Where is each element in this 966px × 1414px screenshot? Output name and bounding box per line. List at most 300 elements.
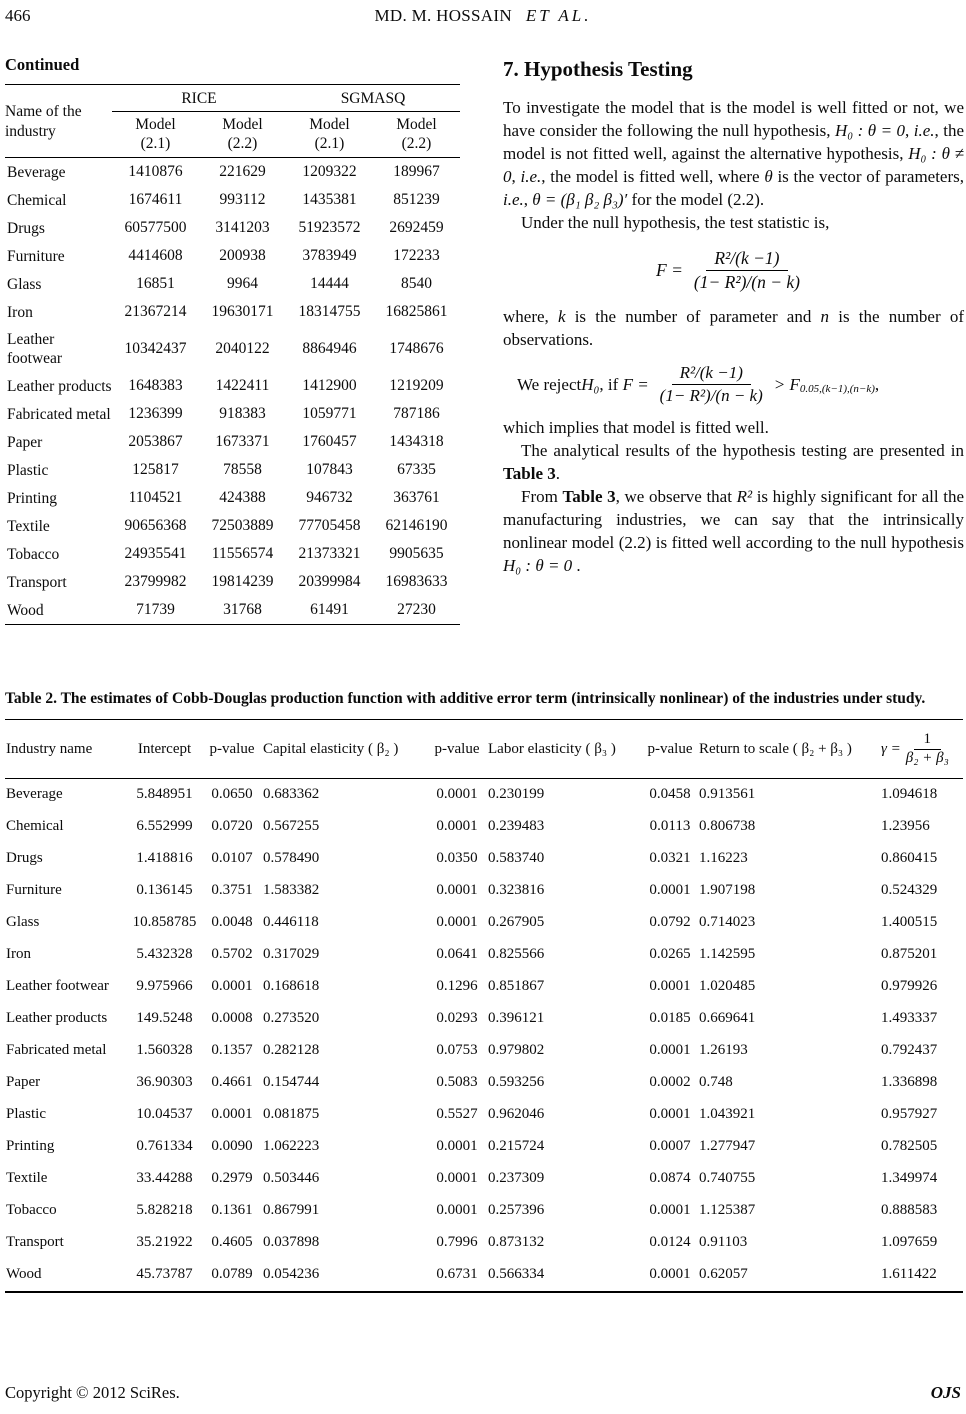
value-cell: 0.1296	[436, 978, 478, 994]
table-row	[5, 214, 460, 242]
table2-section	[5, 688, 963, 1293]
value-cell: 62146190	[385, 517, 448, 534]
value-cell: 0.683362	[263, 786, 320, 802]
industry-name-cell: Tobacco	[7, 545, 60, 563]
value-cell: 851239	[393, 191, 440, 208]
value-cell: 1236399	[128, 405, 183, 422]
value-cell: 0.446118	[263, 914, 319, 930]
value-cell: 125817	[132, 461, 179, 478]
table-row	[5, 811, 963, 843]
value-cell: 0.267905	[488, 914, 545, 930]
table-row	[5, 186, 460, 214]
model-header: Model (2.1)	[112, 112, 199, 158]
col-labor-elasticity: Labor elasticity ( β₃ )	[487, 720, 642, 779]
value-cell: 0.0321	[649, 850, 691, 866]
value-cell: 0.054236	[262, 1259, 427, 1292]
paragraph-3: where, k is the number of parameter and n is the number of observations.	[503, 307, 964, 349]
value-cell: 1412900	[302, 377, 357, 394]
value-cell: 0.5702	[211, 946, 253, 962]
value-cell: 0.7996	[436, 1234, 478, 1250]
value-cell: 2040122	[215, 340, 270, 357]
value-cell: 1648383	[128, 377, 183, 394]
value-cell: 1.020485	[699, 978, 756, 994]
table-row	[5, 939, 963, 971]
value-cell: 0.215724	[488, 1138, 545, 1154]
value-cell: 90656368	[124, 517, 187, 534]
value-cell: 0.0001	[649, 882, 691, 898]
table-row	[5, 596, 460, 625]
inline-math: n	[820, 307, 830, 326]
value-cell: 0.5083	[436, 1074, 478, 1090]
value-cell: 11556574	[211, 545, 274, 562]
value-cell: 1.907198	[699, 882, 756, 898]
value-cell: 1748676	[389, 340, 444, 357]
industry-name-cell: Wood	[5, 596, 112, 625]
value-cell: 1.336898	[881, 1074, 938, 1090]
table-row	[5, 875, 963, 907]
col-p-value-3: p-value	[642, 720, 698, 779]
value-cell: 23799982	[124, 573, 187, 590]
value-cell: 1.418816	[136, 850, 193, 866]
value-cell: 1.400515	[881, 914, 938, 930]
table-row	[5, 484, 460, 512]
table3-reference: Table 3	[503, 464, 556, 483]
value-cell: 1.043921	[699, 1106, 756, 1122]
paragraph-2: Under the null hypothesis, the test statistic is,	[521, 213, 830, 232]
value-cell: 0.3751	[211, 882, 253, 898]
industry-name-cell: Leather products	[7, 377, 112, 395]
value-cell: 2053867	[128, 433, 183, 450]
table2	[5, 719, 963, 1293]
value-cell: 0.282128	[263, 1042, 320, 1058]
value-cell: 0.825566	[488, 946, 545, 962]
value-cell: 5.432328	[136, 946, 193, 962]
inline-math: R²	[736, 487, 753, 506]
value-cell: 0.566334	[487, 1259, 642, 1292]
value-cell: 0.782505	[881, 1138, 938, 1154]
value-cell: 0.91103	[699, 1234, 748, 1250]
value-cell: 1.142595	[699, 946, 756, 962]
value-cell: 19630171	[211, 303, 274, 320]
value-cell: 0.578490	[263, 850, 320, 866]
table-row	[5, 1259, 963, 1292]
value-cell: 918383	[219, 405, 266, 422]
value-cell: 1.125387	[699, 1202, 756, 1218]
value-cell: 0.714023	[699, 914, 756, 930]
value-cell: 0.979802	[488, 1042, 545, 1058]
value-cell: 16825861	[385, 303, 448, 320]
value-cell: 0.0001	[436, 818, 478, 834]
stub-header: Name of the industry	[5, 85, 112, 158]
industry-name-cell: Chemical	[7, 191, 67, 209]
value-cell: 16983633	[385, 573, 448, 590]
value-cell: 0.037898	[263, 1234, 320, 1250]
industry-name-cell: Furniture	[6, 882, 62, 898]
industry-name-cell: Drugs	[6, 850, 43, 866]
value-cell: 0.0001	[436, 882, 478, 898]
value-cell: 0.0792	[649, 914, 691, 930]
running-title: MD. M. HOSSAIN ET AL.	[374, 6, 592, 25]
value-cell: 0.0124	[649, 1234, 691, 1250]
value-cell: 0.0874	[649, 1170, 691, 1186]
value-cell: 0.239483	[488, 818, 545, 834]
value-cell: 1760457	[302, 433, 357, 450]
value-cell: 1.560328	[136, 1042, 193, 1058]
fraction: $\frac{\text{R²/(k −1)}}{\text{(1− R²)/(n − k)}}$	[659, 363, 763, 405]
value-cell: 0.860415	[881, 850, 938, 866]
group-header-sgmasq: SGMASQ	[286, 85, 460, 112]
model-header: Model (2.2)	[199, 112, 286, 158]
col-intercept: Intercept	[127, 720, 202, 779]
value-cell: 0.593256	[488, 1074, 545, 1090]
value-cell: 0.979926	[881, 978, 938, 994]
value-cell: 10342437	[124, 340, 187, 357]
value-cell: 0.867991	[263, 1202, 320, 1218]
paragraph-4: which implies that model is fitted well.	[503, 418, 769, 437]
industry-name-cell: Glass	[7, 275, 42, 293]
value-cell: 0.0002	[649, 1074, 691, 1090]
value-cell: 0.0458	[649, 786, 691, 802]
group-header-rice: RICE	[112, 85, 286, 112]
value-cell: 0.748	[699, 1074, 733, 1090]
value-cell: 0.503446	[263, 1170, 320, 1186]
value-cell: 9905635	[389, 545, 444, 562]
value-cell: 1209322	[302, 163, 357, 180]
value-cell: 21373321	[298, 545, 361, 562]
value-cell: 0.273520	[263, 1010, 320, 1026]
value-cell: 2692459	[389, 219, 444, 236]
value-cell: 10.858785	[132, 914, 197, 930]
model-header: Model (2.2)	[373, 112, 460, 158]
value-cell: 0.913561	[699, 786, 756, 802]
value-cell: 0.0001	[649, 1042, 691, 1058]
group-header-row	[5, 85, 460, 112]
value-cell: 1410876	[128, 163, 183, 180]
table-row	[5, 158, 460, 187]
table-row	[5, 456, 460, 484]
running-head	[5, 6, 961, 30]
value-cell: 0.962046	[488, 1106, 545, 1122]
col-return-to-scale: Return to scale ( β₂ + β₃ )	[698, 720, 880, 779]
value-cell: 14444	[310, 275, 349, 292]
value-cell: 78558	[223, 461, 262, 478]
value-cell: 0.0007	[649, 1138, 691, 1154]
value-cell: 1.26193	[699, 1042, 748, 1058]
value-cell: 0.2979	[211, 1170, 253, 1186]
industry-name-cell: Leather products	[6, 1010, 108, 1026]
table-row	[5, 1099, 963, 1131]
industry-name-cell: Fabricated metal	[6, 1042, 107, 1058]
paragraph-6: From Table 3, we observe that R² is highly significant for all the manufacturing industries, we can say that the intrinsically nonlinear model (2.2) is fitted well according to the null hypothesis H₀ : θ = 0 .	[503, 487, 964, 575]
inline-math: H₀ : θ ≠ 0	[503, 144, 965, 186]
industry-name-cell: Drugs	[7, 219, 45, 237]
value-cell: 4414608	[128, 247, 183, 264]
col-capital-elasticity: Capital elasticity ( β₂ )	[262, 720, 427, 779]
value-cell: 33.44288	[136, 1170, 193, 1186]
value-cell: 0.524329	[881, 882, 938, 898]
value-cell: 1.094618	[881, 786, 938, 802]
value-cell: 3141203	[215, 219, 270, 236]
value-cell: 19814239	[211, 573, 274, 590]
value-cell: 0.168618	[263, 978, 320, 994]
value-cell: 0.1361	[211, 1202, 253, 1218]
table-row	[5, 326, 460, 372]
value-cell: 0.0001	[436, 914, 478, 930]
value-cell: 0.317029	[263, 946, 320, 962]
rejection-rule-formula: We reject H₀ , if F = $\frac{\text{R²/(k −1)}}{\text{(1− R²)/(n − k)}}$ > F 0.05,(k−1),(n−k) ,	[517, 363, 880, 405]
industry-name-cell: Textile	[6, 1170, 48, 1186]
table-row	[5, 400, 460, 428]
value-cell: 16851	[136, 275, 175, 292]
table-row	[5, 568, 460, 596]
industry-name-cell: Transport	[7, 573, 67, 591]
value-cell: 6.552999	[136, 818, 193, 834]
value-cell: 0.1357	[211, 1042, 253, 1058]
value-cell: 0.0090	[211, 1138, 253, 1154]
industry-name-cell: Leather footwear	[7, 331, 63, 367]
inline-math: H₀ : θ = 0	[503, 556, 573, 575]
page-footer	[5, 1383, 961, 1403]
value-cell: 0.0650	[211, 786, 253, 802]
value-cell: 1.611422	[880, 1259, 963, 1292]
value-cell: 0.0001	[436, 786, 478, 802]
value-cell: 0.154744	[263, 1074, 320, 1090]
table-row	[5, 843, 963, 875]
value-cell: 72503889	[211, 517, 274, 534]
value-cell: 77705458	[298, 517, 361, 534]
industry-name-cell: Tobacco	[6, 1202, 57, 1218]
value-cell: 36.90303	[136, 1074, 193, 1090]
value-cell: 0.0001	[436, 1170, 478, 1186]
industry-name-cell: Plastic	[6, 1106, 46, 1122]
value-cell: 0.4661	[211, 1074, 253, 1090]
table-row	[5, 1003, 963, 1035]
value-cell: 9964	[227, 275, 258, 292]
value-cell: 21367214	[124, 303, 187, 320]
value-cell: 0.567255	[263, 818, 320, 834]
value-cell: 0.583740	[488, 850, 545, 866]
value-cell: 0.257396	[488, 1202, 545, 1218]
value-cell: 1674611	[128, 191, 183, 208]
value-cell: 1.16223	[699, 850, 748, 866]
value-cell: 0.0001	[436, 1202, 478, 1218]
industry-name-cell: Plastic	[7, 461, 49, 479]
industry-name-cell: Paper	[6, 1074, 41, 1090]
f-critical-subscript: 0.05,(k−1),(n−k)	[799, 382, 875, 395]
value-cell: 8540	[401, 275, 432, 292]
value-cell: 107843	[306, 461, 353, 478]
value-cell: 0.237309	[488, 1170, 545, 1186]
value-cell: 1.277947	[699, 1138, 756, 1154]
industry-name-cell: Iron	[7, 303, 33, 321]
value-cell: 0.081875	[263, 1106, 320, 1122]
value-cell: 0.0048	[211, 914, 253, 930]
table-row	[5, 1035, 963, 1067]
model-header: Model (2.1)	[286, 112, 373, 158]
table-row	[5, 1163, 963, 1195]
value-cell: 0.4605	[211, 1234, 253, 1250]
table-row	[5, 1195, 963, 1227]
value-cell: 0.873132	[488, 1234, 545, 1250]
value-cell: 0.230199	[488, 786, 545, 802]
value-cell: 1219209	[389, 377, 444, 394]
value-cell: 363761	[393, 489, 440, 506]
value-cell: 0.957927	[881, 1106, 938, 1122]
value-cell: 0.0001	[211, 1106, 253, 1122]
inline-math: θ = (β₁ β₂ β₃)′	[532, 190, 628, 209]
value-cell: 35.21922	[136, 1234, 193, 1250]
table-row	[5, 779, 963, 812]
value-cell: 221629	[219, 163, 266, 180]
left-column	[5, 55, 460, 625]
value-cell: 61491	[286, 596, 373, 625]
value-cell: 0.0720	[211, 818, 253, 834]
copyright-text: Copyright © 2012 SciRes.	[5, 1383, 180, 1402]
continued-label: Continued	[5, 55, 80, 74]
journal-abbreviation: OJS	[930, 1383, 961, 1402]
value-cell: 0.6731	[427, 1259, 487, 1292]
industry-name-cell: Leather footwear	[6, 978, 109, 994]
value-cell: 0.875201	[881, 946, 938, 962]
value-cell: 0.0001	[649, 978, 691, 994]
value-cell: 45.73787	[127, 1259, 202, 1292]
value-cell: 0.888583	[881, 1202, 938, 1218]
inline-math: θ	[764, 167, 773, 186]
fraction: $\frac{\text{R²/(k −1)}}{\text{(1− R²)/(n − k)}}$	[693, 248, 800, 292]
value-cell: 1434318	[389, 433, 444, 450]
value-cell: 20399984	[298, 573, 361, 590]
industry-name-cell: Beverage	[7, 163, 66, 181]
inline-math: H₀ : θ = 0	[835, 121, 906, 140]
industry-name-cell: Printing	[7, 489, 57, 507]
page-number: 466	[5, 6, 31, 25]
right-column	[503, 53, 964, 577]
value-cell: 60577500	[124, 219, 187, 236]
value-cell: 0.323816	[488, 882, 545, 898]
table2-caption: Table 2. The estimates of Cobb-Douglas production function with additive error term (intrinsically nonlinear) of the industries under study.	[5, 690, 926, 707]
table-row	[5, 428, 460, 456]
value-cell: 5.828218	[136, 1202, 193, 1218]
value-cell: 24935541	[124, 545, 187, 562]
running-title-et-al: ET AL.	[525, 6, 592, 25]
continued-table	[5, 84, 460, 625]
value-cell: 0.740755	[699, 1170, 756, 1186]
industry-name-cell: Textile	[7, 517, 50, 535]
value-cell: 1422411	[215, 377, 270, 394]
col-p-value-1: p-value	[202, 720, 262, 779]
value-cell: 1673371	[215, 433, 270, 450]
f-statistic-formula: F = $\frac{\text{R²/(k −1)}}{\text{(1− R²)/(n − k)}}$	[503, 248, 964, 293]
value-cell: 189967	[393, 163, 440, 180]
value-cell: 1.062223	[263, 1138, 320, 1154]
industry-name-cell: Fabricated metal	[7, 405, 111, 423]
value-cell: 0.0293	[436, 1010, 478, 1026]
table-row	[5, 1131, 963, 1163]
value-cell: 0.851867	[488, 978, 545, 994]
table-row	[5, 971, 963, 1003]
value-cell: 1.493337	[881, 1010, 938, 1026]
table-row	[5, 512, 460, 540]
industry-name-cell: Beverage	[6, 786, 63, 802]
value-cell: 0.136145	[136, 882, 193, 898]
value-cell: 149.5248	[136, 1010, 193, 1026]
value-cell: 0.0107	[211, 850, 253, 866]
value-cell: 200938	[219, 247, 266, 264]
table-row	[5, 1067, 963, 1099]
value-cell: 1.097659	[881, 1234, 938, 1250]
value-cell: 0.0753	[436, 1042, 478, 1058]
value-cell: 1.349974	[881, 1170, 938, 1186]
value-cell: 0.0001	[642, 1259, 698, 1292]
value-cell: 9.975966	[136, 978, 193, 994]
value-cell: 0.806738	[699, 818, 756, 834]
paragraph-1: To investigate the model that is the model is well fitted or not, we have consider the following the null hypothesis, H₀ : θ = 0, i.e., the model is not fitted well, against the alternative hypothesis, H₀ : θ ≠ 0, i.e., the model is fitted well, where θ is the vector of parameters, i.e., θ = (β₁ β₂ β₃)′ for the model (2.2).	[503, 98, 965, 209]
paragraph-5: The analytical results of the hypothesis testing are presented in Table 3.	[503, 441, 964, 483]
value-cell: 18314755	[298, 303, 361, 320]
value-cell: 1059771	[302, 405, 357, 422]
value-cell: 0.761334	[136, 1138, 193, 1154]
value-cell: 5.848951	[136, 786, 193, 802]
industry-name-cell: Transport	[6, 1234, 64, 1250]
value-cell: 0.0001	[211, 978, 253, 994]
value-cell: 1104521	[128, 489, 183, 506]
value-cell: 1.23956	[881, 818, 930, 834]
table-row	[5, 298, 460, 326]
value-cell: 3783949	[302, 247, 357, 264]
value-cell: 0.396121	[488, 1010, 545, 1026]
table-row	[5, 1227, 963, 1259]
value-cell: 0.0185	[649, 1010, 691, 1026]
table-row	[5, 540, 460, 568]
col-p-value-2: p-value	[427, 720, 487, 779]
value-cell: 0.0008	[211, 1010, 253, 1026]
value-cell: 0.0001	[649, 1106, 691, 1122]
value-cell: 0.0789	[202, 1259, 262, 1292]
industry-name-cell: Chemical	[6, 818, 64, 834]
value-cell: 31768	[199, 596, 286, 625]
value-cell: 67335	[397, 461, 436, 478]
table-row	[5, 270, 460, 298]
value-cell: 1.583382	[263, 882, 320, 898]
table-row	[5, 907, 963, 939]
value-cell: 71739	[112, 596, 199, 625]
value-cell: 51923572	[298, 219, 361, 236]
industry-name-cell: Wood	[5, 1259, 127, 1292]
value-cell: 787186	[393, 405, 440, 422]
col-industry-name: Industry name	[5, 720, 127, 779]
value-cell: 0.62057	[698, 1259, 880, 1292]
value-cell: 10.04537	[136, 1106, 193, 1122]
industry-name-cell: Printing	[6, 1138, 55, 1154]
table3-reference: Table 3	[562, 487, 616, 506]
value-cell: 0.669641	[699, 1010, 756, 1026]
gamma-fraction: $\frac{1}{\text{β₂ + β₃}}$	[905, 731, 949, 766]
value-cell: 993112	[219, 191, 266, 208]
value-cell: 0.0001	[649, 1202, 691, 1218]
table-row	[5, 372, 460, 400]
value-cell: 0.0113	[649, 818, 691, 834]
col-gamma: γ = $\frac{1}{\text{β₂ + β₃}}$	[880, 720, 963, 779]
value-cell: 0.5527	[436, 1106, 478, 1122]
value-cell: 172233	[393, 247, 440, 264]
inline-math: k	[557, 307, 566, 326]
value-cell: 424388	[219, 489, 266, 506]
value-cell: 0.0001	[436, 1138, 478, 1154]
table2-header-row	[5, 720, 963, 779]
industry-name-cell: Glass	[6, 914, 40, 930]
value-cell: 0.0265	[649, 946, 691, 962]
value-cell: 1435381	[302, 191, 357, 208]
